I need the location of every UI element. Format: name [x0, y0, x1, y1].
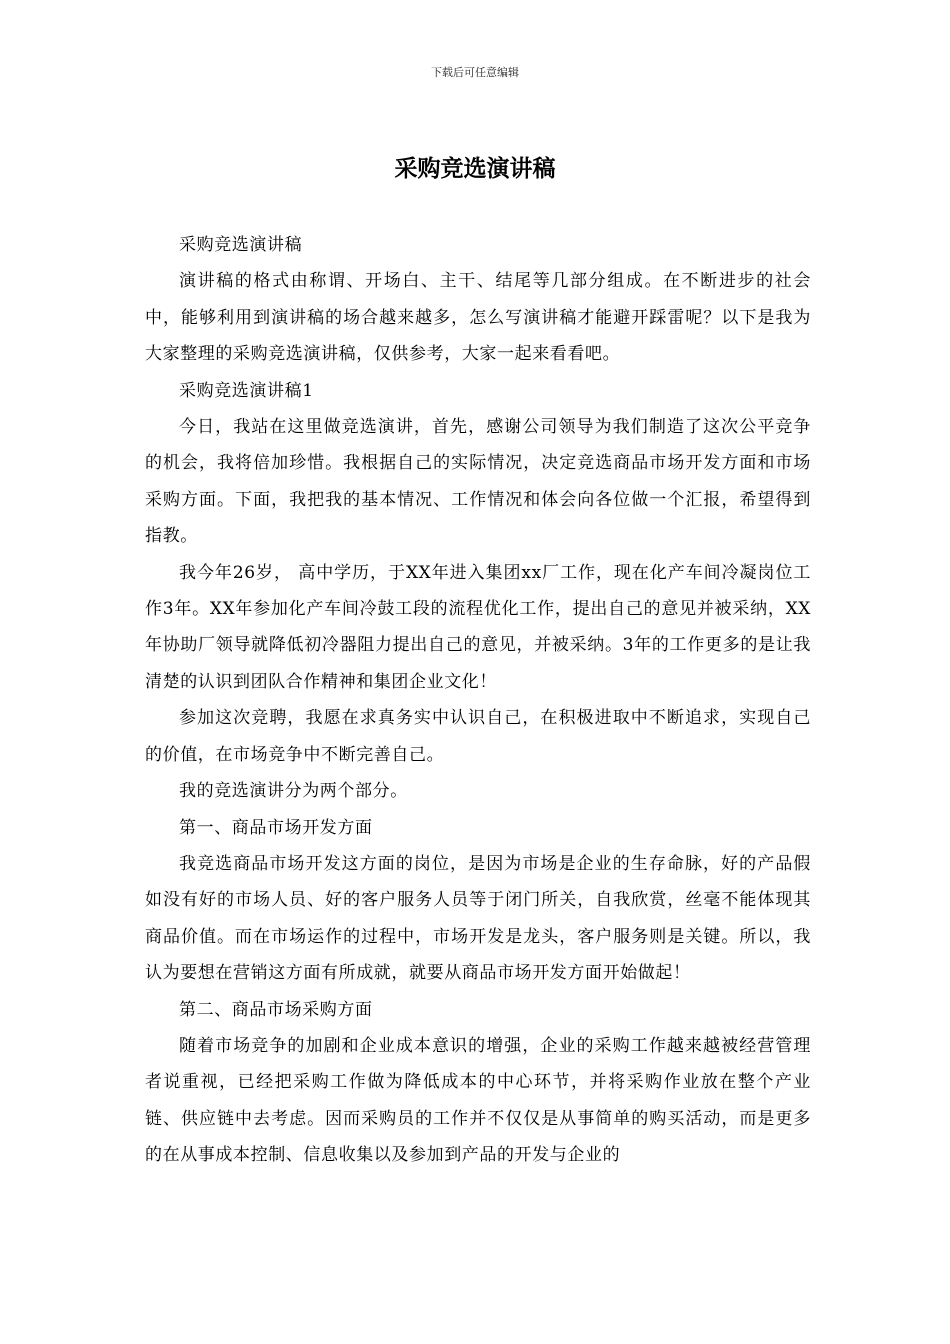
paragraph-opening: 今日，我站在这里做竞选演讲，首先，感谢公司领导为我们制造了这次公平竞争的机会，我将倍加珍惜。我根据自己的实际情况，决定竞选商品市场开发方面和市场采购方面。下面，我把我的基本情况、工作情况和体会向各位做一个汇报，希望得到指教。: [145, 417, 811, 547]
paragraph-section-heading: 采购竞选演讲稿1: [179, 380, 314, 401]
paragraph-motivation: 参加这次竞聘，我愿在求真务实中认识自己，在积极进取中不断追求，实现自己的价值，在市场竞争中不断完善自己。: [145, 708, 811, 765]
paragraph-subtitle: 采购竞选演讲稿: [179, 235, 303, 255]
paragraph-background: 我今年26岁， 高中学历，于XX年进入集团xx厂工作，现在化产车间冷凝岗位工作3年。XX年参加化产车间冷鼓工段的流程优化工作，提出自己的意见并被采纳，XX年协助厂领导就降低初冷器阻力提出自己的意见，并被采纳。3年的工作更多的是让我清楚的认识到团队合作精神和集团企业文化！: [145, 562, 811, 692]
page-header-note: 下载后可任意编辑: [431, 66, 519, 79]
paragraph-intro: 演讲稿的格式由称谓、开场白、主干、结尾等几部分组成。在不断进步的社会中，能够利用到演讲稿的场合越来越多，怎么写演讲稿才能避开踩雷呢？以下是我为大家整理的采购竞选演讲稿，仅供参考，大家一起来看看吧。: [145, 271, 811, 365]
document-title: 采购竞选演讲稿: [394, 155, 556, 182]
paragraph-part-two-heading: 第二、商品市场采购方面: [179, 999, 373, 1020]
paragraph-part-two-body: 随着市场竞争的加剧和企业成本意识的增强，企业的采购工作越来越被经营管理者说重视，已经把采购工作做为降低成本的中心环节，并将采购作业放在整个产业链、供应链中去考虑。因而采购员的工作并不仅仅是从事简单的购买活动，而是更多的在从事成本控制、信息收集以及参加到产品的开发与企业的: [145, 1035, 811, 1166]
paragraph-part-one-body: 我竞选商品市场开发这方面的岗位，是因为市场是企业的生存命脉，好的产品假如没有好的市场人员、好的客户服务人员等于闭门所关，自我欣赏，丝毫不能体现其商品价值。而在市场运作的过程中，市场开发是龙头，客户服务则是关键。所以，我认为要想在营销这方面有所成就，就要从商品市场开发方面开始做起！: [145, 853, 811, 984]
document-body: [145, 227, 811, 1174]
paragraph-outline: 我的竞选演讲分为两个部分。: [179, 781, 408, 802]
paragraph-part-one-heading: 第一、商品市场开发方面: [179, 817, 373, 838]
